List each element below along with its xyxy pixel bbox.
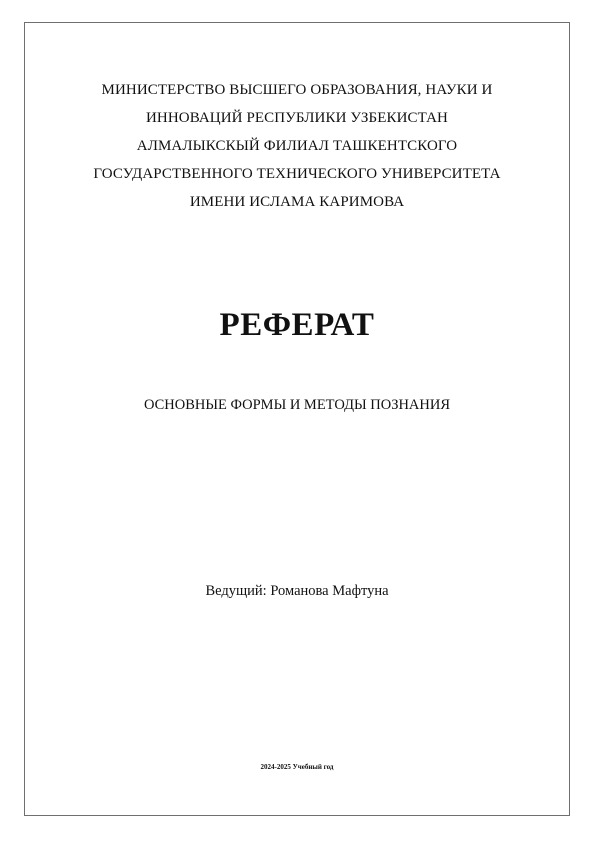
document-title: РЕФЕРАТ: [219, 307, 375, 343]
academic-year: 2024-2025 Учебный год: [260, 763, 334, 771]
header-line-5: ИМЕНИ ИСЛАМА КАРИМОВА: [189, 194, 405, 210]
header-line-1: МИНИСТЕРСТВО ВЫСШЕГО ОБРАЗОВАНИЯ, НАУКИ И: [101, 82, 493, 98]
page-frame: [24, 22, 570, 816]
institution-header: [25, 76, 569, 216]
document-subtitle: ОСНОВНЫЕ ФОРМЫ И МЕТОДЫ ПОЗНАНИЯ: [143, 397, 451, 413]
header-line-2: ИННОВАЦИЙ РЕСПУБЛИКИ УЗБЕКИСТАН: [145, 110, 448, 126]
supervisor-line: Ведущий: Романова Мафтуна: [205, 583, 389, 599]
header-line-3: АЛМАЛЫКСКЫЙ ФИЛИАЛ ТАШКЕНТСКОГО: [136, 138, 458, 154]
header-line-4: ГОСУДАРСТВЕННОГО ТЕХНИЧЕСКОГО УНИВЕРСИТЕТА: [93, 166, 501, 182]
